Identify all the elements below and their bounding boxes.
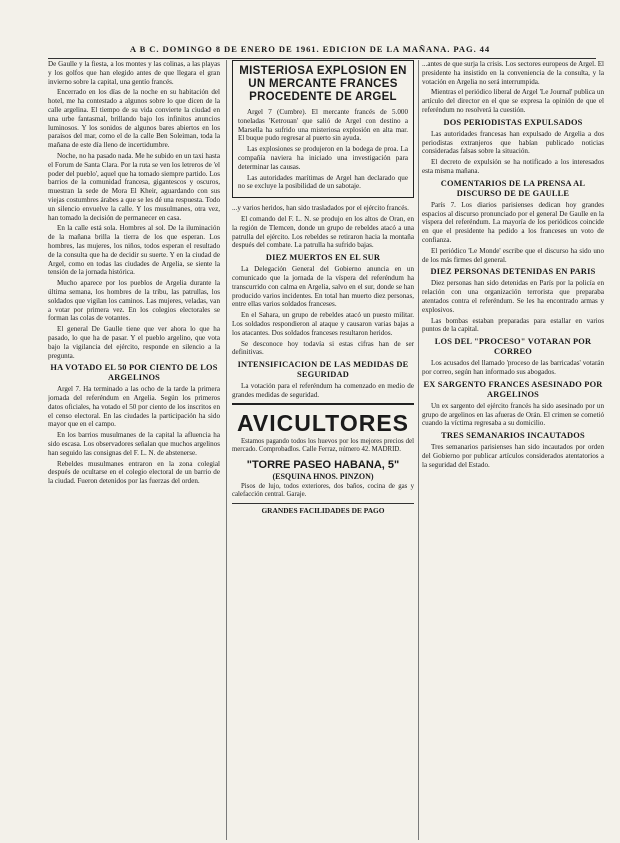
column-left <box>48 60 220 843</box>
article-paragraph: El periódico 'Le Monde' escribe que el discurso ha sido uno de los más firmes del general. <box>422 246 604 264</box>
column-right <box>422 60 604 843</box>
article-paragraph: La votación para el referéndum ha comenzado en medio de grandes medidas de seguridad. <box>232 382 414 399</box>
article-paragraph: ...antes de que surja la crisis. Los sectores europeos de Argel. El presidente ha insistido en la conveniencia de la consulta, y la votación en Argelia no será interrumpida. <box>422 60 604 86</box>
ad-title: AVICULTORES <box>236 409 409 436</box>
article-paragraph: Diez personas han sido detenidas en París por la policía en relación con una organización terrorista que preparaba atentados contra el referéndum. Se les ha encontrado armas y explosivos. <box>422 279 604 314</box>
article-paragraph: Las autoridades marítimas de Argel han declarado que no se excluye la posibilidad de un sabotaje. <box>238 173 408 191</box>
ad-text: Estamos pagando todos los huevos por los mejores precios del mercado. Comprobadlos. Calle Ferraz, número 42. MADRID. <box>232 437 414 454</box>
ad-title: "TORRE PASEO HABANA, 5" <box>246 458 400 471</box>
article-paragraph: Argel 7. Ha terminado a las ocho de la tarde la primera jornada del referéndum en Argelia. Según los primeros datos oficiales, ha votado el 50 por ciento de los inscritos en el censo electoral. En las ciudades la participación ha sido mayor que en el campo. <box>48 385 220 429</box>
section-heading: EX SARGENTO FRANCES ASESINADO POR ARGELINOS <box>423 379 603 399</box>
article-paragraph: El general De Gaulle tiene que ver ahora lo que ha pasado, lo que ha de pasar. Y el pueblo argelino, que vota bajo la vigilancia del ejército, responde en silencio a la pregunta. <box>48 325 220 360</box>
column-divider <box>418 60 419 840</box>
article-paragraph: En la calle está sola. Hombres al sol. De la iluminación de la mañana brilla la tierra de los que esperan. Los hombres, las mujeres, los niños, todos esperan el resultado de la consulta que ha de decidir su suerte. Y en la ciudad de Argel, como en todas las ciudades de Argelia, se siente la tensión de la jornada histórica. <box>48 224 220 277</box>
article-paragraph: El decreto de expulsión se ha notificado a los interesados esta misma mañana. <box>422 158 604 175</box>
article-paragraph: La Delegación General del Gobierno anuncia en un comunicado que la jornada de la víspera del referéndum ha transcurrido con calma en Argelia, salvo en el sur, donde se han producido varios incidentes. En total han muerto diez personas, entre ellas varios soldados franceses. <box>232 265 414 309</box>
column-center <box>232 60 414 843</box>
advertisement-avicultores <box>232 403 414 515</box>
ad-subtitle: (ESQUINA HNOS. PINZON) <box>272 471 374 481</box>
section-heading: HA VOTADO EL 50 POR CIENTO DE LOS ARGELINOS <box>50 363 218 383</box>
article-paragraph: Las autoridades francesas han expulsado de Argelia a dos periodistas extranjeros que habían publicado noticias consideradas falsas sobre la situación. <box>422 129 604 156</box>
ad-footer: GRANDES FACILIDADES DE PAGO <box>232 503 414 515</box>
article-paragraph: Se desconoce hoy todavía si estas cifras han de ser definitivas. <box>232 339 414 357</box>
article-paragraph: Mientras el periódico liberal de Argel 'Le Journal' publica un artículo del director en el que se expresa la opinión de que el referéndum no resolverá la cuestión. <box>422 88 604 114</box>
section-heading: INTENSIFICACION DE LAS MEDIDAS DE SEGURIDAD <box>237 360 409 380</box>
article-paragraph: En el Sahara, un grupo de rebeldes atacó un puesto militar. Los soldados respondieron al ataque y causaron varias bajas a los atacantes. Dos soldados franceses resultaron heridos. <box>232 311 414 337</box>
section-heading: DOS PERIODISTAS EXPULSADOS <box>443 117 583 127</box>
article-paragraph: De Gaulle y la fiesta, a los montes y las colinas, a las playas y los golfos que han elegido antes de que llegara el gran invierno sobre la capital, una gentío francés. <box>48 60 220 86</box>
section-heading: DIEZ PERSONAS DETENIDAS EN PARIS <box>430 267 596 277</box>
article-paragraph: Tres semanarios parisienses han sido incautados por orden del Gobierno por publicar artículos considerados atentatorios a la seguridad del Estado. <box>422 443 604 469</box>
featured-headline: MISTERIOSA EXPLOSION EN UN MERCANTE FRANCES PROCEDENTE DE ARGEL <box>239 65 407 103</box>
featured-article-box <box>232 60 414 198</box>
section-heading: COMENTARIOS DE LA PRENSA AL DISCURSO DE DE GAULLE <box>440 178 586 198</box>
article-paragraph: Las bombas estaban preparadas para estallar en varios puntos de la capital. <box>422 316 604 334</box>
section-heading: LOS DEL "PROCESO" VOTARAN POR CORREO <box>434 337 592 357</box>
article-paragraph: ...y varios heridos, han sido trasladados por el ejército francés. <box>232 204 409 213</box>
article-paragraph: El comando del F. L. N. se produjo en los altos de Oran, en la región de Tlemcen, donde un grupo de rebeldes atacó a una patrulla del ejército. Los rebeldes se retiraron hacia la montaña después del combate. La patrulla ha sufrido bajas. <box>232 214 414 250</box>
article-paragraph: Encerrado en los días de la noche en su habitación del hotel, me ha contestado a algunos sobre lo que dicen de la calle argelina. El tiempo de su vida convierte la ciudad en una urbe fantasmal, brillando bajo los infinitos anuncios luminosos. Y los sonidos de algunos bares abiertos en los paraísos del mar, como el de la calle Ben Soleiman, toda la mañana de este día lleno de incertidumbre. <box>48 88 220 150</box>
column-divider <box>226 60 227 840</box>
article-paragraph: París 7. Los diarios parisienses dedican hoy grandes espacios al discurso pronunciado por el general De Gaulle en la víspera del referéndum. La mayoría de los periódicos coincide en que el presidente ha pedido a los franceses un voto de confianza. <box>422 200 604 244</box>
article-paragraph: Los acusados del llamado 'proceso de las barricadas' votarán por correo, según han informado sus abogados. <box>422 359 604 376</box>
section-heading: DIEZ MUERTOS EN EL SUR <box>265 253 381 263</box>
article-paragraph: Rebeldes musulmanes entraron en la zona colegial después de ocultarse en el colegio electoral de un barrio de la ciudad. Fueron detenidos por las fuerzas del orden. <box>48 459 220 486</box>
article-paragraph: Mucho aparece por los pueblos de Argelia durante la última semana, los hombres de la tribu, las patrullas, los soldados que vigilan los caminos. Las mujeres, veladas, van a votar por primera vez. En los colegios electorales se forman las colas de votantes. <box>48 279 220 323</box>
article-paragraph: Noche, no ha pasado nada. Me he subido en un taxi hasta el Forum de Santa Clara. Por la ruta se ven los letreros de 'el poder del pueblo', aquel que ha tomado siempre partido. Los barrios de la comunidad francesa, gigantescos y oscuros, muestran la sede de Mora El Kheir, aguardando con sus viejas costumbres árabes a que se les dé una respuesta. Todo un silencio envuelve la calle. Y los musulmanes, otra vez, han tomado la decisión de permanecer en casa. <box>48 151 220 222</box>
article-paragraph: Las explosiones se produjeron en la bodega de proa. La compañía naviera ha iniciado una investigación para determinar las causas. <box>238 145 408 171</box>
page-masthead: A B C. DOMINGO 8 DE ENERO DE 1961. EDICION DE LA MAÑANA. PAG. 44 <box>129 44 491 54</box>
article-paragraph: En los barrios musulmanes de la capital la afluencia ha sido escasa. Los observadores señalan que muchos argelinos han seguido las consignas del F. L. N. de abstenerse. <box>48 431 220 457</box>
masthead-rule <box>48 58 596 59</box>
ad-text: Pisos de lujo, todos exteriores, dos baños, cocina de gas y calefacción central. Garaje. <box>232 482 414 499</box>
article-paragraph: Argel 7 (Cumbre). El mercante francés de 5.000 toneladas 'Ketrouan' que salió de Argel con destino a Marsella ha sufrido una misteriosa explosión en alta mar. El buque pudo regresar al puerto sin ayuda. <box>238 108 408 143</box>
section-heading: TRES SEMANARIOS INCAUTADOS <box>441 431 585 441</box>
article-paragraph: Un ex sargento del ejército francés ha sido asesinado por un grupo de argelinos en las afueras de Orán. El crimen se cometió cuando la víctima regresaba a su domicilio. <box>422 401 604 428</box>
